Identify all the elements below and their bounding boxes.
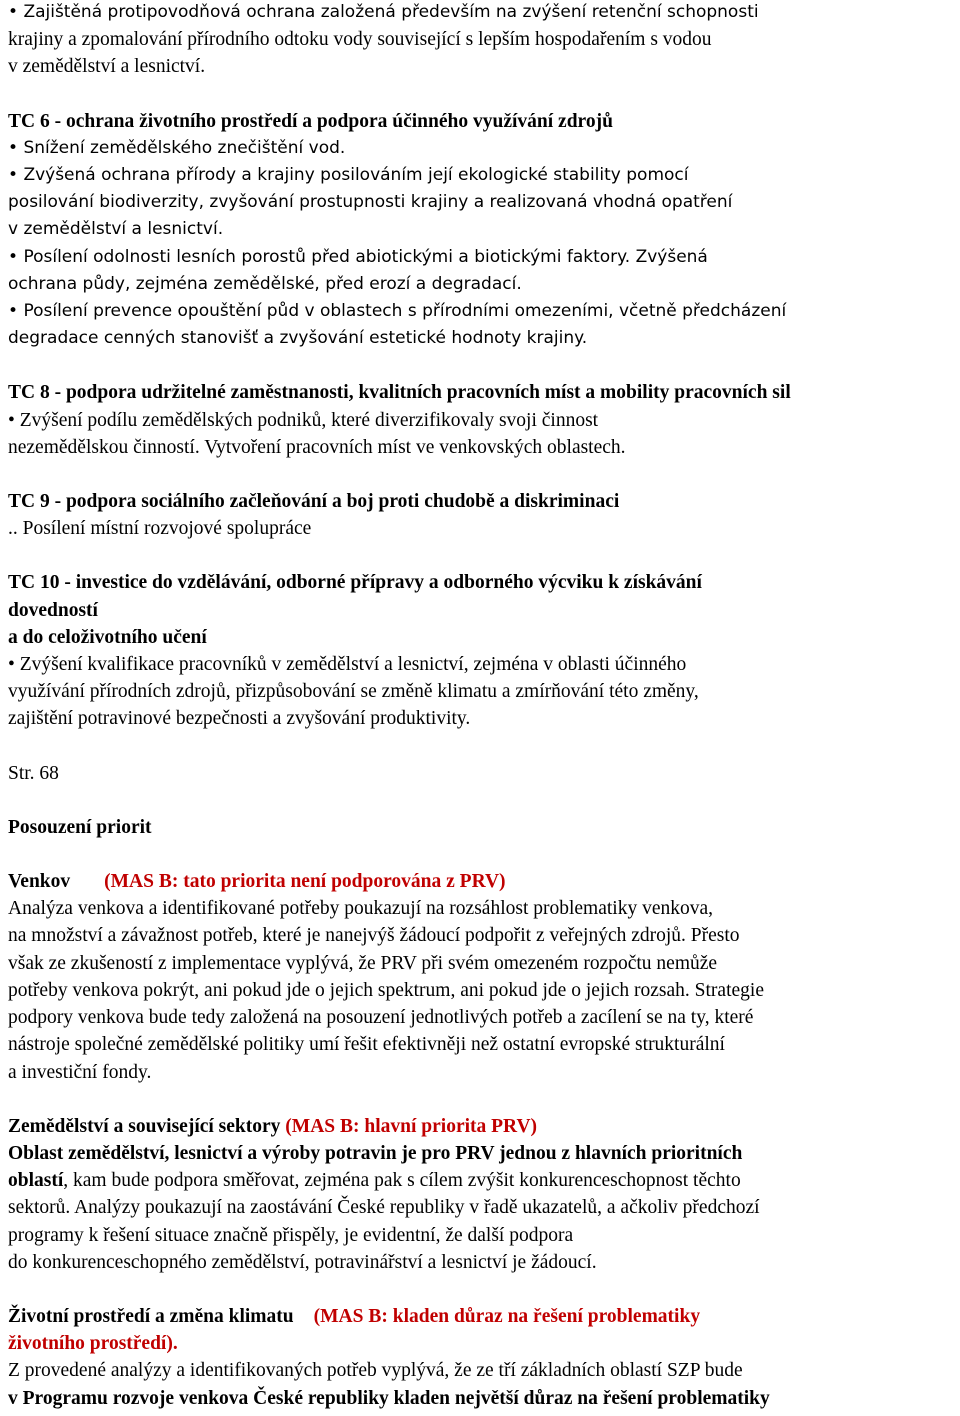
venkov-heading (8, 868, 954, 895)
venkov-text-line: a investiční fondy. (8, 1061, 152, 1083)
bullet-icon: • (8, 301, 24, 322)
tc6-heading: TC 6 - ochrana životního prostředí a podpora účinného využívání zdrojů (8, 110, 613, 132)
tc6-text-line: degradace cenných stanovišť a zvyšování estetické hodnoty krajiny. (8, 328, 588, 349)
agri-mas-note: (MAS B: hlavní priorita PRV) (285, 1115, 538, 1137)
priorities-heading: Posouzení priorit (8, 816, 152, 838)
agri-text-line: oblastí, kam bude podpora směřovat, zejména pak s cílem zvýšit konkurenceschopnost těchto (8, 1170, 741, 1192)
agri-heading (8, 1113, 954, 1140)
bullet-icon: • (8, 654, 20, 676)
env-mas-note: (MAS B: kladen důraz na řešení problematiky (313, 1305, 701, 1327)
agri-text-line: do konkurenceschopného zemědělství, potravinářství a lesnictví je žádoucí. (8, 1251, 597, 1273)
tc6-text-line: posilování biodiverzity, zvyšování prostupnosti krajiny a realizovaná vhodná opatření (8, 192, 733, 213)
bullet-icon: • (8, 409, 20, 431)
tc8-heading: TC 8 - podpora udržitelné zaměstnanosti, kvalitních pracovních míst a mobility pracovních sil (8, 382, 791, 404)
bullet-icon: • (8, 165, 24, 186)
venkov-text-line: podpory venkova bude tedy založená na posouzení jednotlivých potřeb a zacílení se na ty, které (8, 1007, 754, 1029)
tc6-bullet-3: • Posílení odolnosti lesních porostů před abiotickými a biotickými faktory. Zvýšená (8, 246, 708, 267)
tc10-heading: TC 10 - investice do vzdělávání, odborné přípravy a odborného výcviku k získávání (8, 572, 702, 594)
venkov-text-line: nástroje společné zemědělské politiky umí řešit efektivněji než ostatní evropské strukturální (8, 1034, 725, 1056)
agri-title: Zemědělství a související sektory (8, 1115, 281, 1137)
tc10-bullet-1: • Zvýšení kvalifikace pracovníků v zemědělství a lesnictví, zejména v oblasti účinného (8, 654, 687, 676)
tc9-heading: TC 9 - podpora sociálního začleňování a boj proti chudobě a diskriminaci (8, 491, 620, 513)
tc10-heading: dovedností (8, 599, 98, 621)
venkov-mas-note: (MAS B: tato priorita není podporována z PRV) (104, 871, 506, 893)
bullet-icon: • (8, 246, 24, 267)
tc9-item: .. Posílení místní rozvojové spolupráce (8, 518, 312, 540)
tc6-bullet-2: • Zvýšená ochrana přírody a krajiny posilováním její ekologické stability pomocí (8, 165, 689, 186)
tc8-text-line: nezemědělskou činností. Vytvoření pracovních míst ve venkovských oblastech. (8, 436, 626, 458)
env-mas-note: životního prostředí). (8, 1333, 178, 1355)
agri-text-line: Oblast zemědělství, lesnictví a výroby potravin je pro PRV jednou z hlavních prioritních (8, 1142, 743, 1164)
tc6-bullet-4: • Posílení prevence opouštění půd v oblastech s přírodními omezeními, včetně předcházení (8, 301, 787, 322)
tc6-text-line: ochrana půdy, zejména zemědělské, před erozí a degradací. (8, 273, 522, 294)
venkov-text-line: potřeby venkova pokrýt, ani pokud jde o jejich spektrum, ani pokud jde o jejich rozsah. Strategie (8, 979, 764, 1001)
venkov-text-line: na množství a závažnost potřeb, které je nanejvýš žádoucí podpořit z veřejných zdrojů. Přesto (8, 925, 740, 947)
venkov-title: Venkov (8, 871, 71, 893)
tc10-text-line: zajištění potravinové bezpečnosti a zvyšování produktivity. (8, 708, 471, 730)
tc10-text-line: využívání přírodních zdrojů, přizpůsobování se změně klimatu a zmírňování této změny, (8, 681, 699, 703)
env-text-line: v Programu rozvoje venkova České republiky kladen největší důraz na řešení problematiky (8, 1387, 770, 1409)
env-text-line: Z provedené analýzy a identifikovaných potřeb vyplývá, že ze tří základních oblastí SZP bude (8, 1360, 743, 1382)
tc8-bullet-1: • Zvýšení podílu zemědělských podniků, které diverzifikovaly svoji činnost (8, 409, 599, 431)
page-reference: Str. 68 (8, 762, 59, 784)
agri-text-line: programy k řešení situace značně přispěly, je evidentní, že další podpora (8, 1224, 574, 1246)
tc6-text-line: v zemědělství a lesnictví. (8, 219, 224, 240)
tc5-text-line: v zemědělství a lesnictví. (8, 56, 206, 78)
tc5-bullet-line: • Zajištěná protipovodňová ochrana založená především na zvýšení retenční schopnosti (8, 2, 759, 22)
tc10-heading: a do celoživotního učení (8, 626, 207, 648)
env-title: Životní prostředí a změna klimatu (8, 1305, 294, 1327)
tc5-text-line: krajiny a zpomalování přírodního odtoku vody související s lepším hospodařením s vodou (8, 29, 712, 51)
venkov-text-line: Analýza venkova a identifikované potřeby poukazují na rozsáhlost problematiky venkova, (8, 898, 714, 920)
bullet-icon: • (8, 137, 24, 158)
bullet-icon: • (8, 2, 24, 22)
tc6-bullet-1: • Snížení zemědělského znečištění vod. (8, 137, 346, 158)
venkov-text-line: však ze zkušeností z implementace vyplývá, že PRV při svém omezeném rozpočtu nemůže (8, 952, 718, 974)
agri-text-line: sektorů. Analýzy poukazují na zaostávání České republiky v řadě ukazatelů, a ačkoliv předchozí (8, 1197, 760, 1219)
env-heading (8, 1303, 954, 1330)
